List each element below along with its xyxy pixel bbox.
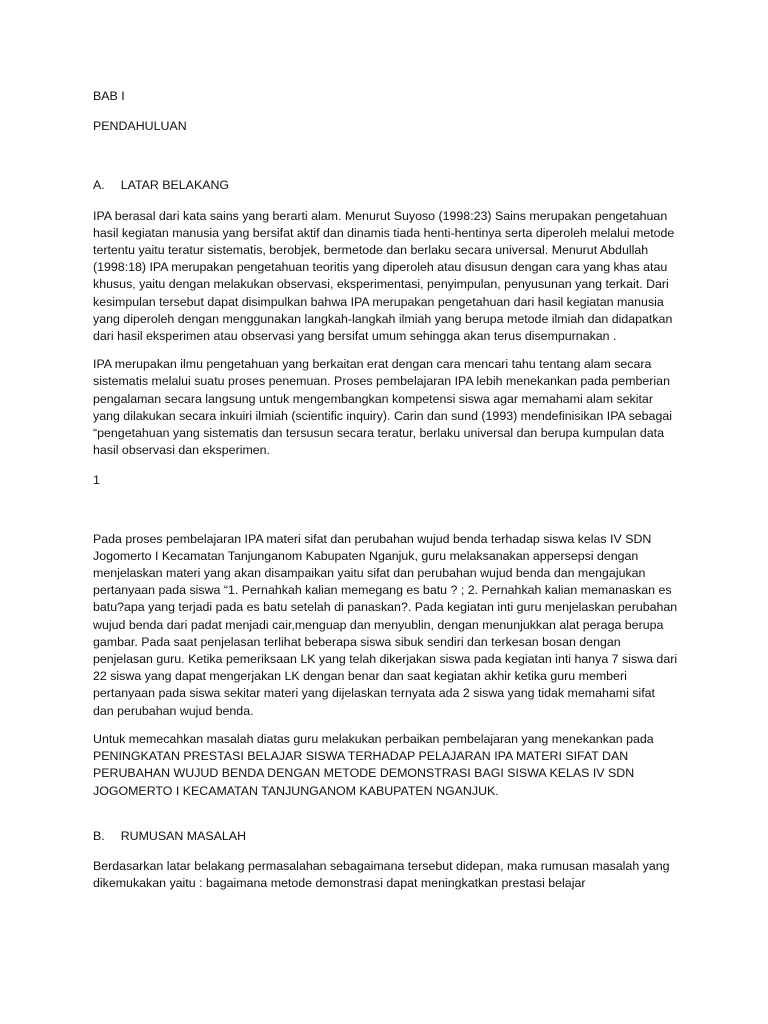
- section-b-number: B.: [93, 828, 105, 843]
- section-a-paragraph-2: IPA merupakan ilmu pengetahuan yang berkaitan erat dengan cara mencari tahu tentang alam secara sistematis melalui suatu proses penemuan. Proses pembelajaran IPA lebih menekankan pada pemberian pengalaman secara langsung untuk mengembangkan kompetensi siswa agar memahami alam sekitar yang dilakukan secara inkuiri ilmiah (scientific inquiry). Carin dan sund (1993) mendefinisikan IPA sebagai “pengetahuan yang sistematis dan tersusun secara teratur, berlaku universal dan berupa kumpulan data hasil observasi dan eksperimen.: [93, 357, 672, 458]
- document-content: [93, 88, 678, 892]
- section-a-heading: [93, 177, 678, 194]
- section-b-heading: [93, 828, 678, 845]
- section-a-paragraph-1: IPA berasal dari kata sains yang berarti alam. Menurut Suyoso (1998:23) Sains merupakan pengetahuan hasil kegiatan manusia yang bersifat aktif dan dinamis tiada henti-hentinya serta diperoleh melalui metode tertentu yaitu teratur sistematis, berobjek, bermetode dan berlaku secara universal. Menurut Abdullah (1998:18) IPA merupakan pengetahuan teoritis yang diperoleh atau disusun dengan cara yang khas atau khusus, yaitu dengan melakukan observasi, eksperimentasi, penyimpulan, penyusunan yang terkait. Dari kesimpulan tersebut dapat disimpulkan bahwa IPA merupakan pengetahuan dari hasil kegiatan manusia yang diperoleh dengan menggunakan langkah-langkah ilmiah yang berupa metode ilmiah dan didapatkan dari hasil eksperimen atau observasi yang bersifat umum sehingga akan terus disempurnakan .: [93, 208, 675, 344]
- section-a-paragraph-3: Pada proses pembelajaran IPA materi sifat dan perubahan wujud benda terhadap siswa kelas IV SDN Jogomerto I Kecamatan Tanjunganom Kabupaten Nganjuk, guru melaksanakan appersepsi dengan menjelaskan materi yang akan disampaikan yaitu sifat dan perubahan wujud benda dan mengajukan pertanyaan pada siswa “1. Pernahkah kalian memegang es batu ? ; 2. Pernahkah kalian memanaskan es batu?apa yang terjadi pada es batu setelah di panaskan?. Pada kegiatan inti guru menjelaskan perubahan wujud benda dari padat menjadi cair,menguap dan menyublin, dengan menunjukkan alat peraga berupa gambar. Pada saat penjelasan terlihat beberapa siswa sibuk sendiri dan terkesan bosan dengan penjelasan guru. Ketika pemeriksaan LK yang telah dikerjakan siswa pada kegiatan inti hanya 7 siswa dari 22 siswa yang dapat mengerjakan LK dengan benar dan saat kegiatan akhir ketika guru memberi pertanyaan pada siswa sekitar materi yang dijelaskan ternyata ada 2 siswa yang tidak memahami sifat dan perubahan wujud benda.: [93, 531, 678, 718]
- section-a-number: A.: [93, 178, 105, 193]
- chapter-label: BAB I: [93, 89, 125, 103]
- footnote-number: 1: [93, 473, 100, 488]
- section-a-paragraph-4: Untuk memecahkan masalah diatas guru melakukan perbaikan pembelajaran yang menekankan pada PENINGKATAN PRESTASI BELAJAR SISWA TERHADAP PELAJARAN IPA MATERI SIFAT DAN PERUBAHAN WUJUD BENDA DENGAN METODE DEMONSTRASI BAGI SISWA KELAS IV SDN JOGOMERTO I KECAMATAN TANJUNGANOM KABUPATEN NGANJUK.: [93, 731, 654, 798]
- section-a-title: LATAR BELAKANG: [120, 178, 230, 193]
- section-b-title: RUMUSAN MASALAH: [120, 828, 247, 843]
- chapter-title: PENDAHULUAN: [93, 119, 187, 134]
- section-b-paragraph-1: Berdasarkan latar belakang permasalahan sebagaimana tersebut didepan, maka rumusan masalah yang dikemukakan yaitu : bagaimana metode demonstrasi dapat meningkatkan prestasi belajar: [93, 858, 670, 891]
